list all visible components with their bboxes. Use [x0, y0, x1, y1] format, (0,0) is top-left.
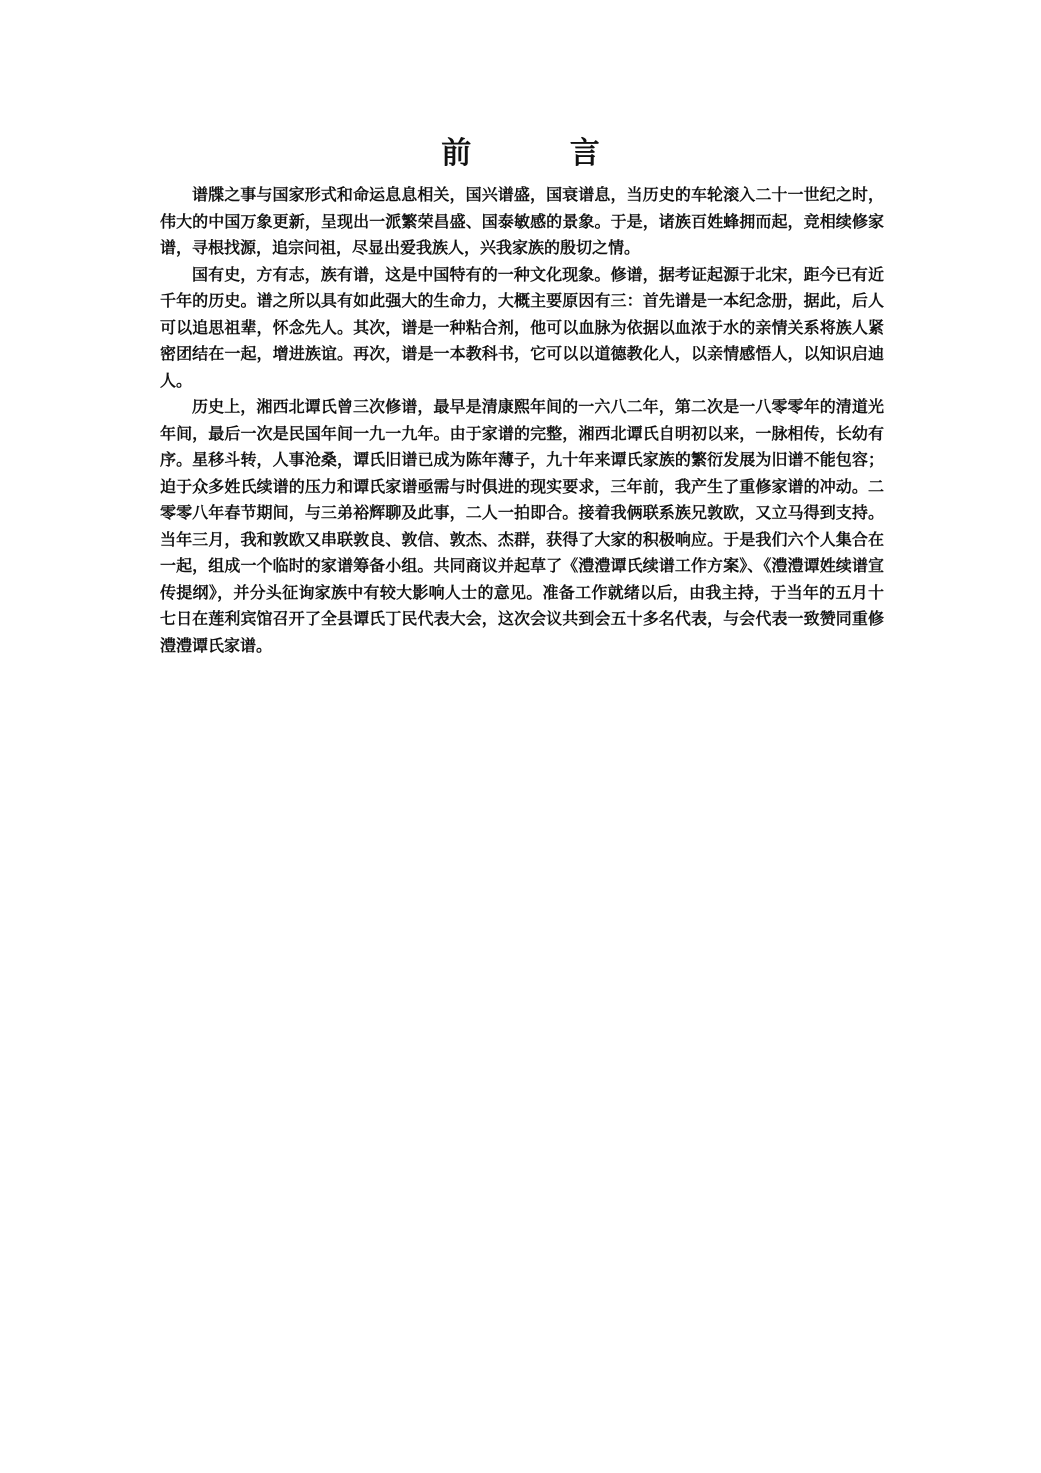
paragraph-3: 历史上，湘西北谭氏曾三次修谱，最早是清康熙年间的一六八二年，第二次是一八零零年的清道光年间，最后一次是民国年间一九一九年。由于家谱的完整，湘西北谭氏自明初以来，一脉相传，长幼有序。星移斗转，人事沧桑，谭氏旧谱已成为陈年薄子，九十年来谭氏家族的繁衍发展为旧谱不能包容；迫于众多姓氏续谱的压力和谭氏家谱亟需与时俱进的现实要求，三年前，我产生了重修家谱的冲动。二零零八年春节期间，与三弟裕辉聊及此事，二人一拍即合。接着我俩联系族兄敦欧，又立马得到支持。当年三月，我和敦欧又串联敦良、敦信、敦杰、杰群，获得了大家的积极响应。于是我们六个人集合在一起，组成一个临时的家谱筹备小组。共同商议并起草了《澧澧谭氏续谱工作方案》、《澧澧谭姓续谱宣传提纲》，并分头征询家族中有较大影响人士的意见。准备工作就绪以后，由我主持，于当年的五月十七日在莲利宾馆召开了全县谭氏丁民代表大会，这次会议共到会五十多名代表，与会代表一致赞同重修澧澧谭氏家谱。 — [160, 397, 884, 655]
paragraph-1: 谱牒之事与国家形式和命运息息相关，国兴谱盛，国衰谱息，当历史的车轮滚入二十一世纪之时，伟大的中国万象更新，呈现出一派繁荣昌盛、国泰敏感的景象。于是，诸族百姓蜂拥而起，竞相续修家谱，寻根找源，追宗问祖，尽显出爱我族人，兴我家族的殷切之情。 — [160, 185, 884, 257]
preface-body — [160, 182, 884, 659]
page-title: 前 言 — [441, 136, 644, 171]
paragraph-2: 国有史，方有志，族有谱，这是中国特有的一种文化现象。修谱，据考证起源于北宋，距今已有近千年的历史。谱之所以具有如此强大的生命力，大概主要原因有三：首先谱是一本纪念册，据此，后人可以追思祖辈，怀念先人。其次，谱是一种粘合剂，他可以血脉为依据以血浓于水的亲情关系将族人紧密团结在一起，增进族谊。再次，谱是一本教科书，它可以以道德教化人，以亲情感悟人，以知识启迪人。 — [160, 264, 884, 390]
